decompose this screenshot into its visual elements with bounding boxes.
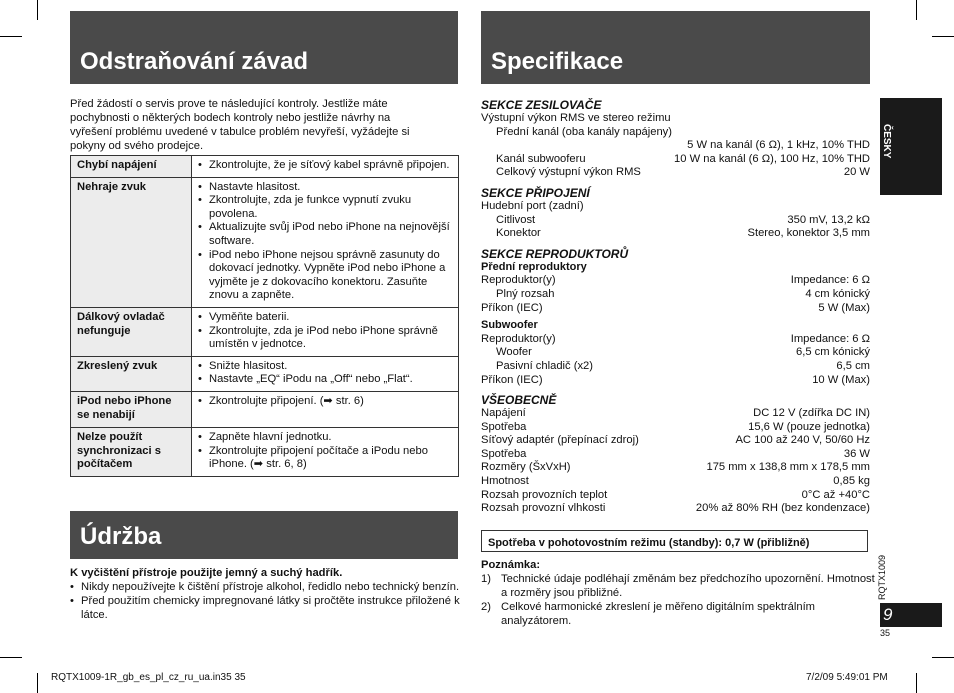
solution-cell	[192, 156, 459, 178]
maintenance-text	[70, 566, 462, 622]
list-item: • Zkontrolujte, zda je funkce vypnutí zvuku povolena.	[198, 194, 452, 221]
spec-row: Příkon (IEC) 5 W (Max)	[481, 301, 870, 314]
subwoofer-label: Subwoofer	[481, 319, 538, 332]
crop-mark	[37, 673, 38, 693]
standby-power-box: Spotřeba v pohotovostním režimu (standby): 0,7 W (přibližně)	[481, 530, 868, 552]
table-row	[71, 177, 459, 307]
footer-right: 7/2/09 5:49:01 PM	[806, 672, 888, 683]
crop-mark	[916, 0, 917, 20]
list-item: 1) Technické údaje podléhají změnám bez předchozího upozornění. Hmotnost a rozměry jsou přibližné.	[481, 573, 875, 599]
list-item: • Zkontrolujte připojení počítače a iPodu nebo iPhone. (➡ str. 6, 8)	[198, 445, 452, 472]
doc-code: RQTX1009	[877, 554, 887, 600]
maintenance-heading: Údržba	[70, 511, 458, 559]
problem-cell: Nelze použít synchronizaci s počítačem	[71, 427, 192, 476]
spec-row: Hudební port (zadní)	[481, 199, 584, 212]
solution-cell	[192, 177, 459, 307]
list-item: • Před použitím chemicky impregnované látky si pročtěte instrukce přiložené k látce.	[70, 594, 462, 622]
crop-mark	[916, 673, 917, 693]
table-row	[71, 156, 459, 178]
problem-cell: Nehraje zvuk	[71, 177, 192, 307]
problem-cell: Chybí napájení	[71, 156, 192, 178]
crop-mark	[37, 0, 38, 20]
spec-row: Příkon (IEC) 10 W (Max)	[481, 373, 870, 386]
spec-row: Reproduktor(y) Impedance: 6 Ω	[481, 332, 870, 345]
list-item: • Nastavte „EQ“ iPodu na „Off“ nebo „Flat“.	[198, 373, 452, 387]
crop-mark	[932, 36, 954, 37]
list-item: • Nastavte hlasitost.	[198, 181, 452, 195]
page-number: 9	[880, 603, 942, 627]
crop-mark	[0, 36, 22, 37]
list-item: 2) Celkové harmonické zkreslení je měřeno digitálním spektrálním analyzátorem.	[481, 601, 816, 627]
spec-row: Reproduktor(y) Impedance: 6 Ω	[481, 274, 870, 287]
spec-row: Síťový adaptér (přepínací zdroj) AC 100 až 240 V, 50/60 Hz	[481, 434, 870, 447]
spec-row: Napájení DC 12 V (zdířka DC IN)	[481, 407, 870, 420]
spec-row: Kanál subwooferu 10 W na kanál (6 Ω), 100 Hz, 10% THD	[496, 152, 870, 165]
list-item: • Snižte hlasitost.	[198, 360, 452, 374]
table-row	[71, 427, 459, 476]
general-section-heading: VŠEOBECNĚ	[481, 393, 557, 408]
crop-mark	[0, 657, 22, 658]
spec-row: Celkový výstupní výkon RMS 20 W	[496, 166, 870, 179]
troubleshooting-table	[70, 155, 459, 477]
spec-row: Spotřeba 36 W	[481, 447, 870, 460]
problem-cell: iPod nebo iPhone se nenabijí	[71, 391, 192, 427]
maintenance-lead: K vyčištění přístroje použijte jemný a suchý hadřík.	[70, 567, 343, 579]
list-item: • iPod nebo iPhone nejsou správně zasunuty do dokovací jednotky. Vypněte iPod nebo iPhone a vyjměte je z dokovacího konektoru. Zasuňte znovu a zapněte.	[198, 249, 452, 303]
amp-section-heading: SEKCE ZESILOVAČE	[481, 98, 602, 112]
list-item: • Zkontrolujte, zda je iPod nebo iPhone správně umístěn v jednotce.	[198, 325, 452, 352]
solution-cell	[192, 427, 459, 476]
spec-value: 5 W na kanál (6 Ω), 1 kHz, 10% THD	[687, 139, 870, 152]
spec-row: Citlivost 350 mV, 13,2 kΩ	[496, 213, 870, 226]
speaker-section-heading: SEKCE REPRODUKTORŮ	[481, 246, 629, 261]
spec-row: Pasivní chladič (x2) 6,5 cm	[496, 359, 870, 372]
front-speakers-label: Přední reproduktory	[481, 260, 587, 273]
spec-row: Hmotnost 0,85 kg	[481, 475, 870, 488]
spec-row: Woofer 6,5 cm kónický	[496, 346, 870, 359]
table-row	[71, 307, 459, 356]
spec-row: Rozměry (ŠxVxH) 175 mm x 138,8 mm x 178,5 mm	[481, 461, 870, 474]
spec-row: Přední kanál (oba kanály napájeny)	[496, 125, 673, 138]
notes	[481, 558, 876, 628]
specs-body	[481, 94, 870, 516]
problem-cell: Zkreslený zvuk	[71, 356, 192, 391]
language-tab: ČESKY	[880, 98, 942, 195]
troubleshooting-intro: Před žádostí o servis prove te následující kontroly. Jestliže máte pochybnosti o některých bodech kontroly nebo jestliže návrhy na vyřešení problému uvedené v tabulce problém nevyřeší, vyžádejte si pokyny od svého prodejce.	[70, 98, 410, 152]
conn-section-heading: SEKCE PŘIPOJENÍ	[481, 185, 590, 200]
specs-heading: Specifikace	[481, 11, 870, 84]
solution-cell	[192, 307, 459, 356]
spec-row: Rozsah provozních teplot 0°C až +40°C	[481, 488, 870, 501]
footer-left: RQTX1009-1R_gb_es_pl_cz_ru_ua.in35 35	[51, 672, 246, 683]
list-item: • Nikdy nepoužívejte k čištění přístroje alkohol, ředidlo nebo technický benzín.	[70, 580, 462, 594]
list-item: • Zkontrolujte, že je síťový kabel správně připojen.	[198, 159, 452, 173]
solution-cell	[192, 356, 459, 391]
list-item: • Aktualizujte svůj iPod nebo iPhone na nejnovější software.	[198, 221, 452, 248]
list-item: • Zkontrolujte připojení. (➡ str. 6)	[198, 395, 452, 409]
spec-row: Rozsah provozní vlhkosti 20% až 80% RH (bez kondenzace)	[481, 502, 870, 515]
spec-row: Konektor Stereo, konektor 3,5 mm	[496, 227, 870, 240]
troubleshooting-heading: Odstraňování závad	[70, 11, 458, 84]
spec-row: Plný rozsah 4 cm kónický	[496, 287, 870, 300]
table-row	[71, 391, 459, 427]
spec-row: Spotřeba 15,6 W (pouze jednotka)	[481, 420, 870, 433]
problem-cell: Dálkový ovladač nefunguje	[71, 307, 192, 356]
notes-title: Poznámka:	[481, 559, 541, 571]
list-item: • Vyměňte baterii.	[198, 311, 452, 325]
solution-cell	[192, 391, 459, 427]
list-item: • Zapněte hlavní jednotku.	[198, 431, 452, 445]
crop-mark	[932, 657, 954, 658]
spec-row: Výstupní výkon RMS ve stereo režimu	[481, 112, 671, 124]
table-row	[71, 356, 459, 391]
page-number-small: 35	[880, 628, 891, 638]
